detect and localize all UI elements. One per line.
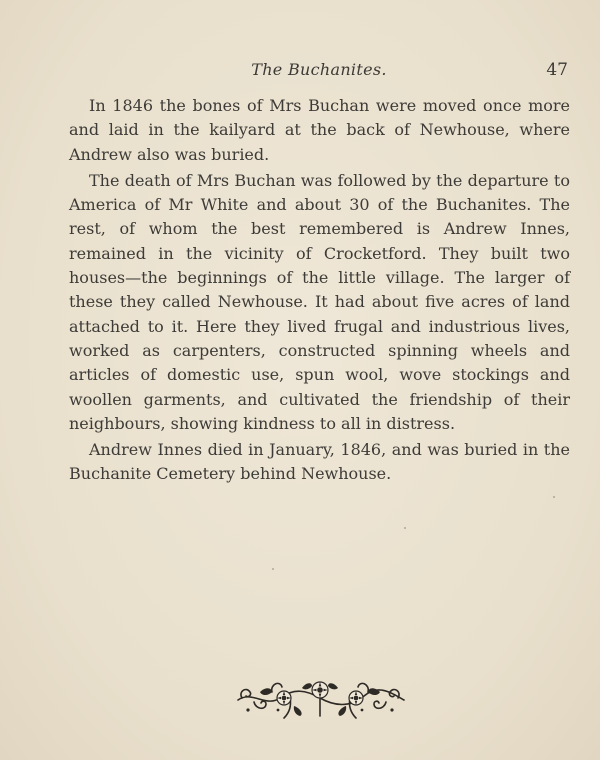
page-number: 47 <box>546 60 568 80</box>
paragraph: The death of Mrs Buchan was followed by the departure to America of Mr White and about 30 of the Buchanites. The rest, of whom the best remembered is Andrew Innes, remained in the vicinity of Crocketford. They built two houses—the beginnings of the little village. The larger of these they called Newhouse. It had about five acres of land attached to it. Here they lived frugal and industrious lives, worked as carpenters, constructed spinning wheels and articles of domestic use, spun wool, wove stockings and woollen garments, and cultivated the friendship of their neighbours, showing kindness to all in distress. <box>69 170 570 433</box>
paragraph: Andrew Innes died in January, 1846, and was buried in the Buchanite Cemetery behind Newhouse. <box>69 440 570 484</box>
body-text <box>69 94 570 487</box>
running-title: The Buchanites. <box>251 60 387 79</box>
paragraph: In 1846 the bones of Mrs Buchan were moved once more and laid in the kailyard at the back of Newhouse, where Andrew also was buried. <box>69 96 570 164</box>
floral-tailpiece-icon <box>232 672 408 722</box>
paper-speck <box>404 527 406 529</box>
paper-speck <box>553 496 555 498</box>
paper-speck <box>272 568 274 570</box>
running-head <box>70 58 568 84</box>
